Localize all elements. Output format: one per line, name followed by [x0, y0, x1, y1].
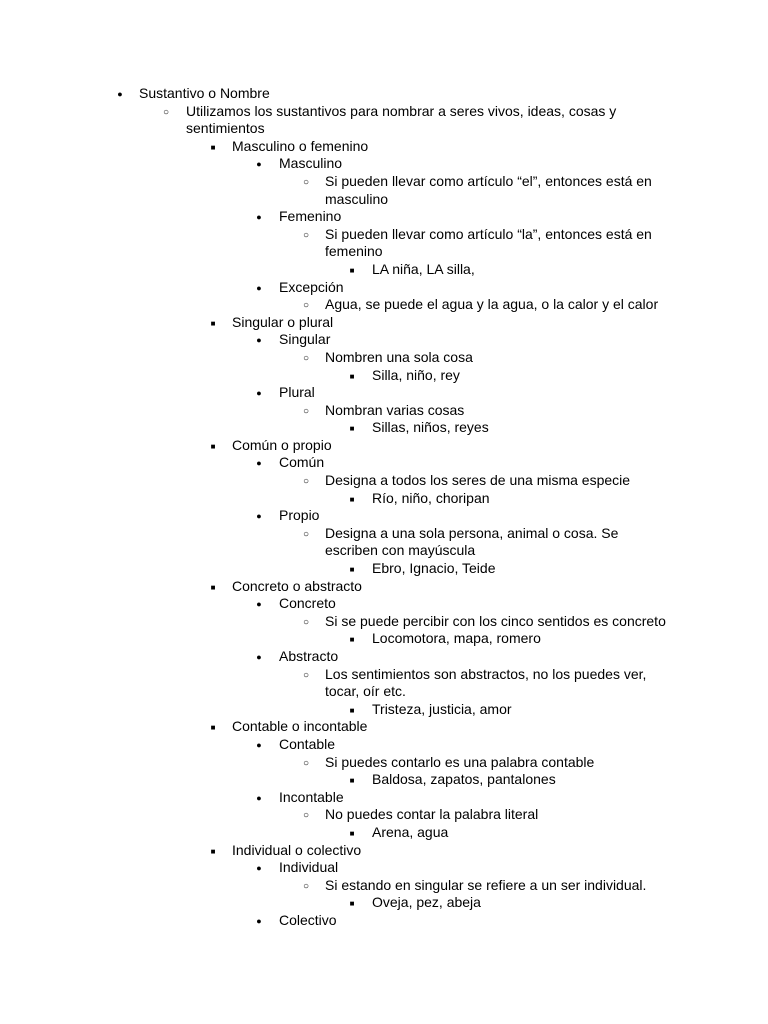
disc-bullet-icon: [252, 507, 266, 526]
outline-item-text: Locomotora, mapa, romero: [372, 630, 541, 647]
outline-item: [0, 842, 768, 860]
document-page: [0, 85, 768, 930]
disc-bullet-icon: [252, 648, 266, 667]
disc-bullet-icon: [252, 595, 266, 614]
outline-item-text: Abstracto: [279, 648, 339, 664]
square-bullet-icon: [345, 824, 359, 843]
disc-bullet-icon: [252, 859, 266, 878]
outline-item-text: Sustantivo o Nombre: [139, 85, 270, 101]
square-bullet-icon: [206, 314, 220, 333]
outline-item: [0, 367, 768, 385]
outline-item-text: Concreto: [279, 595, 336, 612]
outline-item: [0, 208, 768, 226]
outline-item: [0, 402, 768, 420]
outline-item: [0, 384, 768, 402]
disc-bullet-icon: [252, 155, 266, 174]
outline-item-text: Colectivo: [279, 911, 337, 928]
disc-bullet-icon: [252, 789, 266, 808]
circle-bullet-icon: [299, 525, 313, 544]
square-bullet-icon: [206, 578, 220, 597]
outline-item: [0, 595, 768, 613]
outline-item: [0, 701, 768, 719]
outline-item-text: Ebro, Ignacio, Teide: [372, 560, 496, 577]
outline-item-text: Los sentimientos son abstractos, no los puedes ver, tocar, oír etc.: [325, 665, 647, 700]
circle-bullet-icon: [159, 103, 173, 122]
outline-item: [0, 173, 768, 208]
square-bullet-icon: [345, 490, 359, 509]
outline-item-text: Oveja, pez, abeja: [372, 894, 481, 911]
square-bullet-icon: [345, 894, 359, 913]
outline-item-text: Propio: [279, 507, 320, 524]
outline-item-text: Excepción: [279, 278, 344, 295]
square-bullet-icon: [345, 701, 359, 720]
outline-item-text: Río, niño, choripan: [372, 489, 490, 506]
outline-item-text: Contable: [279, 735, 336, 752]
outline-item: [0, 771, 768, 789]
outline-item: [0, 912, 768, 930]
square-bullet-icon: [345, 560, 359, 579]
disc-bullet-icon: [252, 454, 266, 473]
outline-item: [0, 824, 768, 842]
disc-bullet-icon: [252, 279, 266, 298]
outline-item: [0, 736, 768, 754]
outline-item-text: Masculino o femenino: [232, 137, 369, 154]
outline-item-text: Concreto o abstracto: [232, 577, 362, 594]
square-bullet-icon: [345, 367, 359, 386]
outline-item: [0, 894, 768, 912]
outline-item: [0, 261, 768, 279]
outline-item-text: Común: [279, 454, 325, 471]
square-bullet-icon: [345, 630, 359, 649]
outline-item-text: Designa a todos los seres de una misma especie: [325, 472, 631, 489]
outline-item: [0, 578, 768, 596]
outline-item-text: Femenino: [279, 208, 342, 225]
outline-item: [0, 718, 768, 736]
circle-bullet-icon: [299, 754, 313, 773]
outline-item-text: Incontable: [279, 788, 344, 805]
outline-item-text: Nombran varias cosas: [325, 401, 465, 418]
outline-item: [0, 226, 768, 261]
outline-item-text: Si pueden llevar como artículo “el”, entonces está en masculino: [325, 172, 652, 207]
outline-item: [0, 419, 768, 437]
circle-bullet-icon: [299, 613, 313, 632]
outline-item: [0, 454, 768, 472]
circle-bullet-icon: [299, 877, 313, 896]
outline-item: [0, 349, 768, 367]
outline-item: [0, 437, 768, 455]
square-bullet-icon: [345, 261, 359, 280]
outline-item-text: No puedes contar la palabra literal: [325, 806, 539, 823]
outline-item: [0, 490, 768, 508]
outline-item: [0, 560, 768, 578]
square-bullet-icon: [345, 419, 359, 438]
outline-item: [0, 806, 768, 824]
square-bullet-icon: [206, 842, 220, 861]
disc-bullet-icon: [252, 384, 266, 403]
outline-item-text: Arena, agua: [372, 823, 449, 840]
square-bullet-icon: [345, 771, 359, 790]
outline-item: [0, 314, 768, 332]
outline-item-text: Común o propio: [232, 436, 332, 453]
outline-item-text: Individual: [279, 859, 339, 876]
circle-bullet-icon: [299, 472, 313, 491]
outline-item-text: Singular o plural: [232, 313, 334, 330]
outline-item: [0, 877, 768, 895]
outline-item: [0, 103, 768, 138]
outline-item: [0, 507, 768, 525]
circle-bullet-icon: [299, 806, 313, 825]
circle-bullet-icon: [299, 226, 313, 245]
outline-item-text: Contable o incontable: [232, 718, 368, 735]
outline-item: [0, 155, 768, 173]
outline-item: [0, 859, 768, 877]
outline-item: [0, 789, 768, 807]
circle-bullet-icon: [299, 402, 313, 421]
outline-item-text: Designa a una sola persona, animal o cosa. Se escriben con mayúscula: [325, 524, 619, 559]
disc-bullet-icon: [252, 331, 266, 350]
outline-item-text: Baldosa, zapatos, pantalones: [372, 771, 556, 788]
outline-item: [0, 138, 768, 156]
outline-item: [0, 472, 768, 490]
circle-bullet-icon: [299, 666, 313, 685]
outline-item-text: Masculino: [279, 155, 343, 172]
outline-item: [0, 525, 768, 560]
square-bullet-icon: [206, 138, 220, 157]
outline-item-text: Silla, niño, rey: [372, 366, 460, 383]
circle-bullet-icon: [299, 296, 313, 315]
disc-bullet-icon: [252, 736, 266, 755]
outline-item-text: LA niña, LA silla,: [372, 260, 475, 277]
outline-item-text: Si estando en singular se refiere a un ser individual.: [325, 876, 647, 893]
outline-item-text: Si puedes contarlo es una palabra contable: [325, 753, 595, 770]
outline-item: [0, 630, 768, 648]
outline-item: [0, 613, 768, 631]
outline-item-text: Utilizamos los sustantivos para nombrar a seres vivos, ideas, cosas y sentimientos: [186, 102, 617, 137]
outline-item-text: Nombren una sola cosa: [325, 348, 473, 365]
disc-bullet-icon: [252, 912, 266, 931]
outline-item-text: Agua, se puede el agua y la agua, o la calor y el calor: [325, 296, 659, 313]
outline-item: [0, 279, 768, 297]
outline-item: [0, 296, 768, 314]
outline-item-text: Singular: [279, 331, 331, 348]
outline-item: [0, 754, 768, 772]
outline-item-text: Si pueden llevar como artículo “la”, entonces está en femenino: [325, 225, 652, 260]
outline-item-text: Individual o colectivo: [232, 841, 362, 858]
disc-bullet-icon: [113, 85, 127, 104]
outline-item-text: Plural: [279, 384, 315, 401]
outline-item-text: Tristeza, justicia, amor: [372, 700, 512, 717]
outline-item: [0, 648, 768, 666]
outline-item: [0, 85, 768, 103]
circle-bullet-icon: [299, 349, 313, 368]
square-bullet-icon: [206, 437, 220, 456]
circle-bullet-icon: [299, 173, 313, 192]
square-bullet-icon: [206, 718, 220, 737]
outline-item-text: Si se puede percibir con los cinco sentidos es concreto: [325, 612, 666, 629]
outline-item: [0, 666, 768, 701]
disc-bullet-icon: [252, 208, 266, 227]
outline-item: [0, 331, 768, 349]
outline-item-text: Sillas, niños, reyes: [372, 419, 489, 436]
